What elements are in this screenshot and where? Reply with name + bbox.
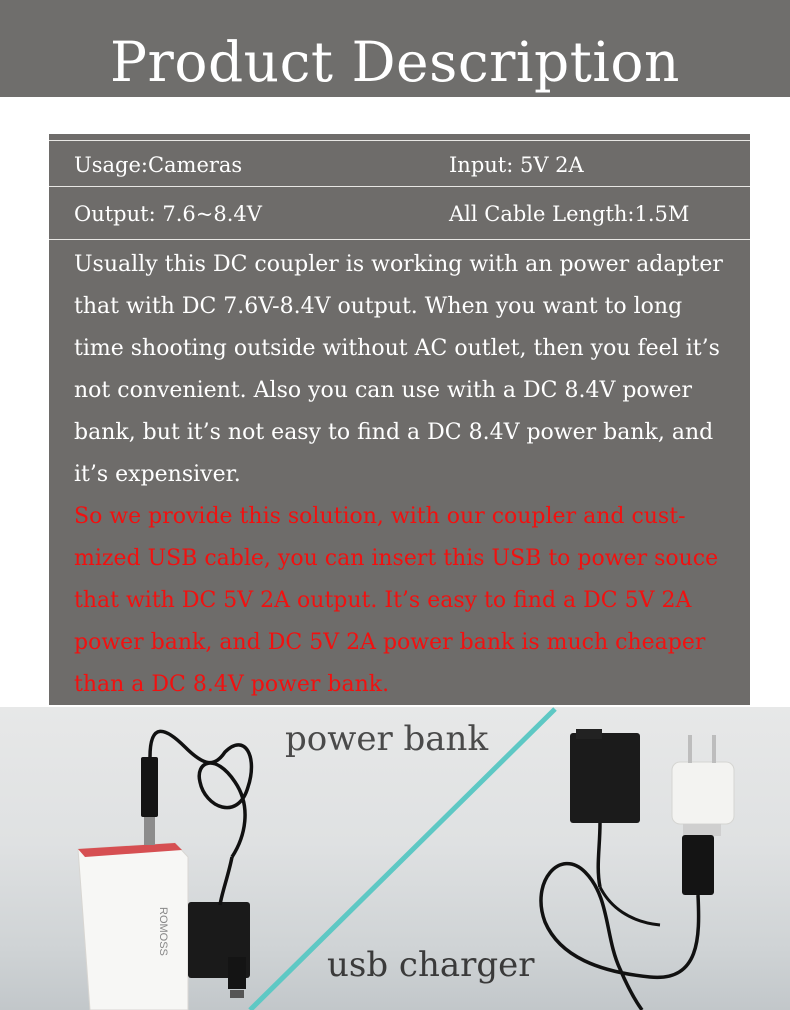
description-line: bank, but it’s not easy to find a DC 8.4V power bank, and	[74, 420, 714, 445]
description-line: Usually this DC coupler is working with an power adapter	[74, 252, 723, 277]
power-bank-label: power bank	[285, 719, 489, 759]
description-line: not convenient. Also you can use with a DC 8.4V power	[74, 378, 693, 403]
spec-usage: Usage:Cameras	[74, 153, 243, 177]
spec-panel	[49, 134, 750, 705]
highlight-line: than a DC 8.4V power bank.	[74, 672, 390, 697]
power-bank-image	[78, 731, 251, 1010]
power-bank-brand: ROMOSS	[157, 907, 169, 956]
highlight-line: mized USB cable, you can insert this USB to power souce	[74, 546, 719, 571]
description-line: that with DC 7.6V-8.4V output. When you want to long	[74, 294, 683, 319]
highlight-line: So we provide this solution, with our coupler and cust-	[74, 504, 686, 529]
spec-row-output-length	[49, 186, 750, 240]
highlight-line: power bank, and DC 5V 2A power bank is much cheaper	[74, 630, 706, 655]
usb-charger-label: usb charger	[327, 945, 535, 985]
page-title: Product Description	[110, 30, 680, 94]
spec-cable-length: All Cable Length:1.5M	[449, 202, 690, 226]
description-line: time shooting outside without AC outlet, then you feel it’s	[74, 336, 720, 361]
description-text	[74, 244, 744, 706]
usb-charger-image	[541, 729, 734, 1010]
highlight-line: that with DC 5V 2A output. It’s easy to find a DC 5V 2A	[74, 588, 692, 613]
spec-input: Input: 5V 2A	[449, 153, 584, 177]
description-line: it’s expensiver.	[74, 462, 241, 487]
spec-row-usage-input	[49, 140, 750, 185]
spec-output: Output: 7.6~8.4V	[74, 202, 262, 226]
product-photo	[0, 707, 790, 1010]
